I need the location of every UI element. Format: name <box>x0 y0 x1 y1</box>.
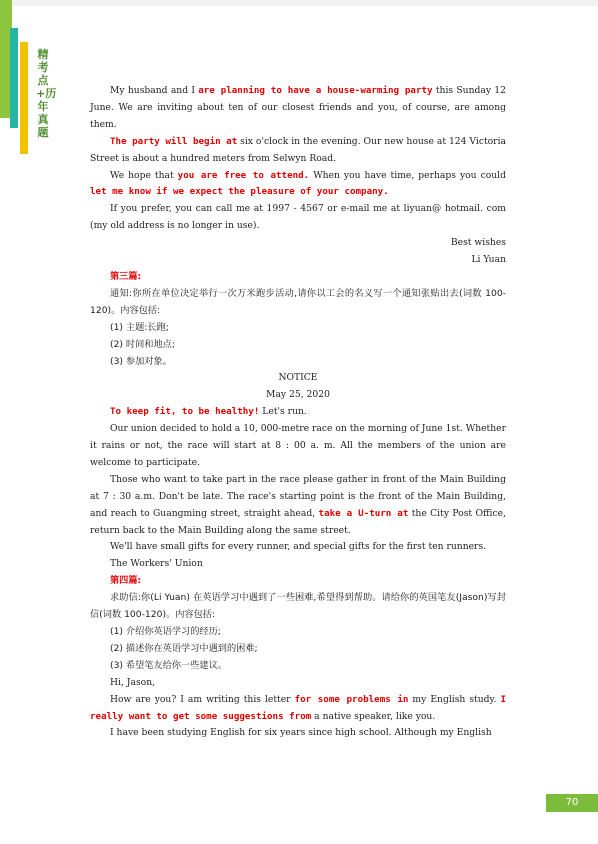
notice-paragraph-1: To keep fit, to be healthy! Let's run. <box>110 406 307 418</box>
section4-item-1: (1) 介绍你英语学习的经历; <box>110 626 221 637</box>
letter1-signature: Li Yuan <box>471 254 506 266</box>
letter1-closing: Best wishes <box>450 237 506 249</box>
section3-item-3: (3) 参加对象。 <box>110 355 172 367</box>
section4-item-3: (3) 希望笔友给你一些建议。 <box>110 659 227 671</box>
letter2-paragraph-1: How are you? I am writing this letter for some problems in my English study. I really want to get some suggestions from a native speaker, like you. <box>90 693 506 722</box>
section3-heading: 第三篇: <box>110 270 142 282</box>
section3-prompt: 通知:你所在单位决定举行一次万米跑步活动,请你以工会的名义写一个通知张贴出去(词数 100-120)。内容包括: <box>90 287 506 316</box>
section3-item-1: (1) 主题:长跑; <box>110 321 169 333</box>
decorative-teal-bar <box>10 28 18 128</box>
side-section-label: 精考点+历年真题 <box>36 48 57 139</box>
notice-paragraph-3: Those who want to take part in the race please gather in front of the Main Building at 7 : 30 a.m. Don't be late. The race's starting point is the front of the Main Building, and reach to Guangming street, straight ahead, take a U-turn at the City Post Office, return back to the Main Building along the same street. <box>90 473 506 536</box>
notice-title: NOTICE <box>278 372 318 384</box>
notice-date: May 25, 2020 <box>266 389 330 401</box>
letter1-paragraph-1: My husband and I are planning to have a house-warming party this Sunday 12 June. We are inviting about ten of our closest friends and you, of course, are among them. <box>90 85 506 130</box>
letter1-paragraph-4: If you prefer, you can call me at 1997 - 4567 or e-mail me at liyuan@ hotmail. com (my old address is no longer in use). <box>90 203 506 232</box>
page-content <box>90 83 506 742</box>
top-border <box>0 0 598 6</box>
letter2-greeting: Hi, Jason, <box>110 676 156 688</box>
section4-heading: 第四篇: <box>110 575 142 587</box>
letter2-paragraph-2: I have been studying English for six years since high school. Although my English <box>110 727 492 739</box>
letter1-paragraph-2: The party will begin at six o'clock in the evening. Our new house at 124 Victoria Street is about a hundred meters from Selwyn Road. <box>90 135 506 164</box>
letter1-paragraph-3: We hope that you are free to attend. When you have time, perhaps you could let me know if we expect the pleasure of your company. <box>90 169 506 198</box>
notice-paragraph-2: Our union decided to hold a 10, 000-metre race on the morning of June 1st. Whether it rains or not, the race will start at 8 : 00 a. m. All the members of the union are welcome to participate. <box>90 423 506 468</box>
section4-item-2: (2) 描述你在英语学习中遇到的困难; <box>110 642 258 654</box>
page-number: 70 <box>546 794 598 812</box>
section3-item-2: (2) 时间和地点; <box>110 338 175 350</box>
notice-signoff: The Workers' Union <box>110 558 203 570</box>
decorative-yellow-bar <box>20 42 28 154</box>
section4-prompt: 求助信:你(Li Yuan) 在英语学习中遇到了一些困难,希望得到帮助。请给你的英国笔友(Jason)写封信(词数 100-120)。内容包括: <box>90 592 506 621</box>
notice-paragraph-4: We'll have small gifts for every runner, and special gifts for the first ten runners. <box>110 541 487 553</box>
